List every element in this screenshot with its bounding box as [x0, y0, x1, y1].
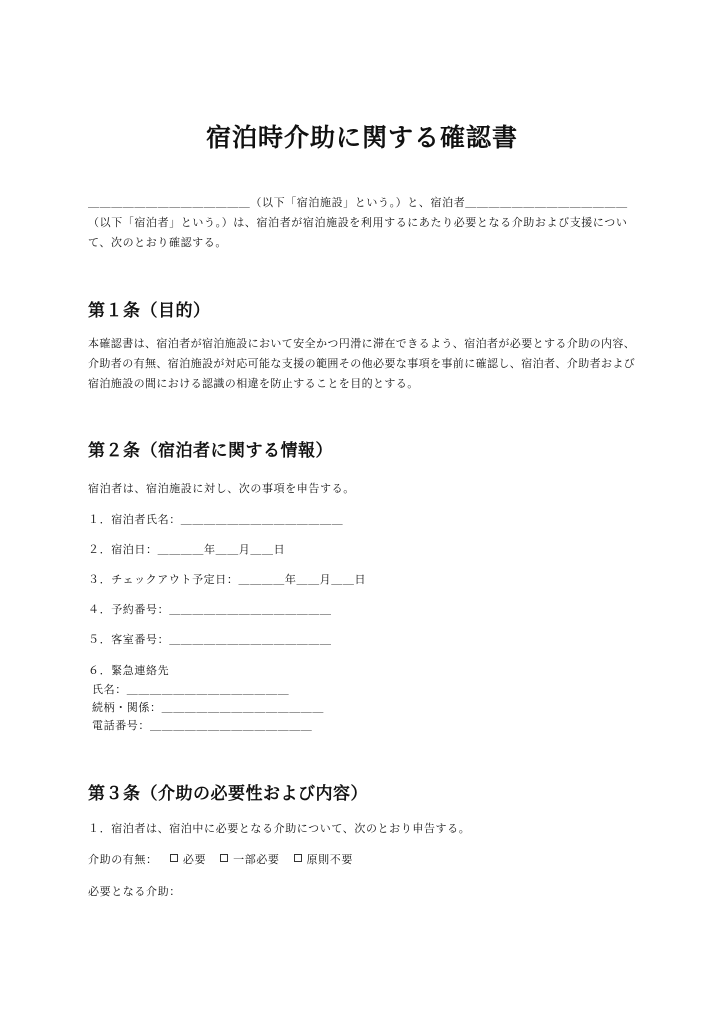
article1-body: 本確認書は、宿泊者が宿泊施設において安全かつ円滑に滞在できるよう、宿泊者が必要とする介助の内容、介助者の有無、宿泊施設が対応可能な支援の範囲その他必要な事項を事前に確認し、宿泊者、介助者および宿泊施設の間における認識の相違を防止することを目的とする。	[88, 337, 636, 390]
emergency-contact-phone: 電話番号：＿＿＿＿＿＿＿＿＿＿＿＿＿＿	[92, 719, 313, 732]
option-not-needed-checkbox[interactable]: 原則不要	[294, 851, 353, 867]
article2-heading: 第２条（宿泊者に関する情報）	[88, 441, 333, 461]
info-item-room-number: ５．客室番号：＿＿＿＿＿＿＿＿＿＿＿＿＿＿	[88, 633, 332, 646]
info-item-emergency-contact: ６．緊急連絡先	[88, 664, 170, 677]
checkbox-icon	[220, 854, 228, 862]
article1-heading: 第１条（目的）	[88, 301, 211, 321]
option-needed-checkbox[interactable]: 必要	[170, 851, 206, 867]
assistance-need-row	[88, 851, 367, 867]
info-item-checkout-date: ３．チェックアウト予定日：＿＿＿＿年＿＿月＿＿日	[88, 573, 367, 586]
checkbox-icon	[294, 854, 302, 862]
option-partial-checkbox[interactable]: 一部必要	[220, 851, 279, 867]
intro-paragraph: ＿＿＿＿＿＿＿＿＿＿＿＿＿＿（以下「宿泊施設」という。）と、宿泊者＿＿＿＿＿＿＿＿＿＿＿＿＿＿（以下「宿泊者」という。）は、宿泊者が宿泊施設を利用するにあたり必要となる介助および支援について、次のとおり確認する。	[88, 196, 628, 249]
emergency-contact-relation: 続柄・関係：＿＿＿＿＿＿＿＿＿＿＿＿＿＿	[92, 701, 324, 714]
info-item-guest-name: １．宿泊者氏名：＿＿＿＿＿＿＿＿＿＿＿＿＿＿	[88, 513, 344, 526]
info-item-reservation-number: ４．予約番号：＿＿＿＿＿＿＿＿＿＿＿＿＿＿	[88, 603, 332, 616]
checkbox-icon	[170, 854, 178, 862]
article3-heading: 第３条（介助の必要性および内容）	[88, 784, 368, 804]
article3-item1: １．宿泊者は、宿泊中に必要となる介助について、次のとおり申告する。	[88, 822, 471, 835]
document-title: 宿泊時介助に関する確認書	[205, 123, 518, 152]
emergency-contact-name: 氏名：＿＿＿＿＿＿＿＿＿＿＿＿＿＿	[92, 683, 290, 696]
article2-lead: 宿泊者は、宿泊施設に対し、次の事項を申告する。	[88, 482, 355, 495]
assistance-need-label: 介助の有無：	[88, 853, 158, 866]
needed-assistance-label: 必要となる介助：	[88, 885, 181, 898]
info-item-stay-date: ２．宿泊日：＿＿＿＿年＿＿月＿＿日	[88, 543, 286, 556]
